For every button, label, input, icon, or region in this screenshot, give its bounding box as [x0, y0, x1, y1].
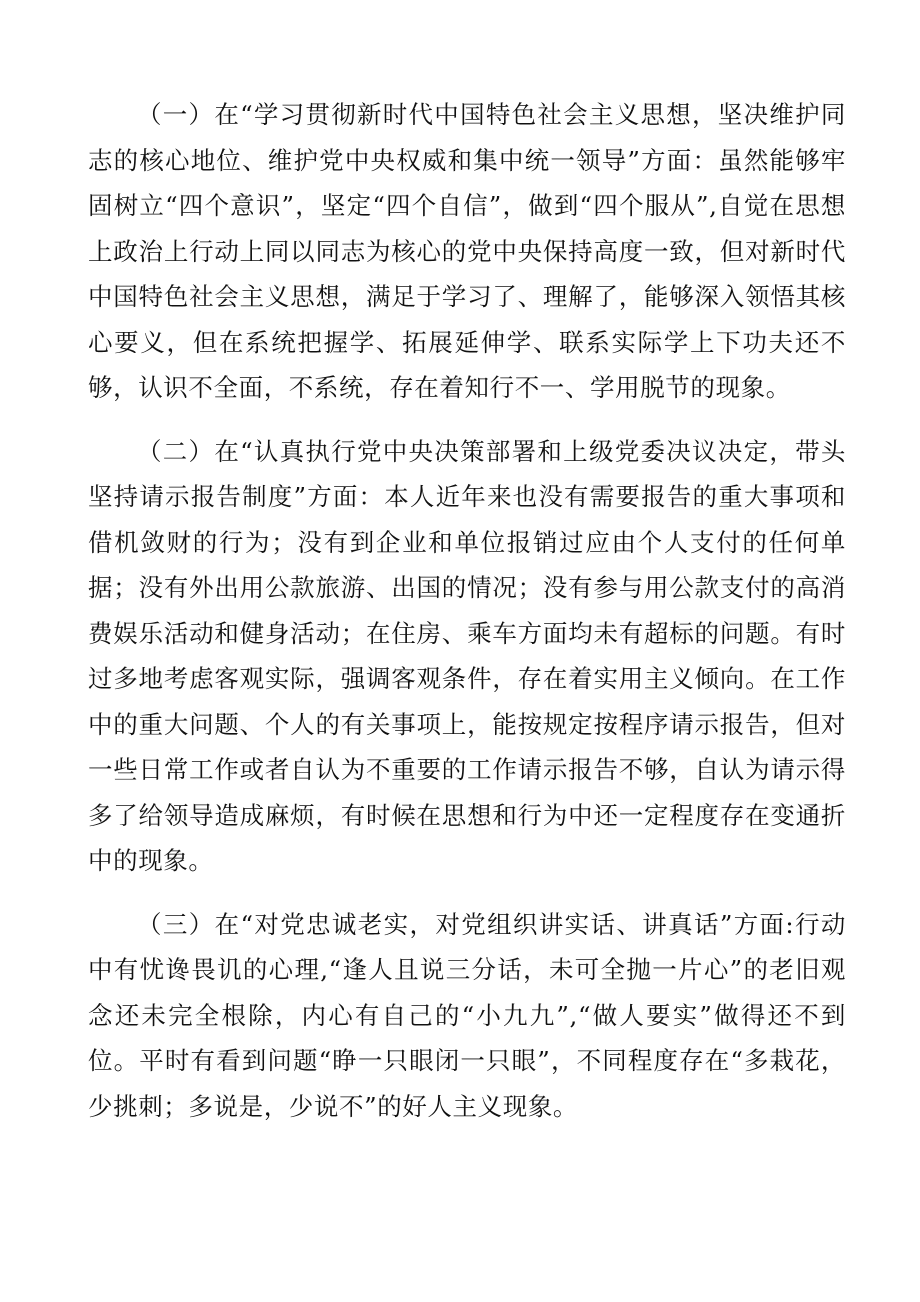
paragraph-1: （一）在“学习贯彻新时代中国特色社会主义思想，坚决维护同志的核心地位、维护党中央权威和集中统一领导”方面：虽然能够牢固树立“四个意识”，坚定“四个自信”，做到“四个服从”,自觉在思想上政治上行动上同以同志为核心的党中央保持高度一致，但对新时代中国特色社会主义思想，满足于学习了、理解了，能够深入领悟其核心要义，但在系统把握学、拓展延伸学、联系实际学上下功夫还不够，认识不全面，不系统，存在着知行不一、学用脱节的现象。 [88, 100, 846, 402]
paragraph-3: （三）在“对党忠诚老实，对党组织讲实话、讲真话”方面:行动中有忧谗畏讥的心理,“逢人且说三分话，未可全抛一片心”的老旧观念还未完全根除，内心有自己的“小九九”,“做人要实”做得还不到位。平时有看到问题“睁一只眼闭一只眼”，不同程度存在“多栽花，少挑刺；多说是，少说不”的好人主义现象。 [88, 909, 846, 1121]
paragraph-2: （二）在“认真执行党中央决策部署和上级党委决议决定，带头坚持请示报告制度”方面：本人近年来也没有需要报告的重大事项和借机敛财的行为；没有到企业和单位报销过应由个人支付的任何单据；没有外出用公款旅游、出国的情况；没有参与用公款支付的高消费娱乐活动和健身活动；在住房、乘车方面均未有超标的问题。有时过多地考虑客观实际，强调客观条件，存在着实用主义倾向。在工作中的重大问题、个人的有关事项上，能按规定按程序请示报告，但对一些日常工作或者自认为不重要的工作请示报告不够，自认为请示得多了给领导造成麻烦，有时候在思想和行为中还一定程度存在变通折中的现象。 [88, 436, 846, 875]
document-body [88, 92, 846, 1147]
